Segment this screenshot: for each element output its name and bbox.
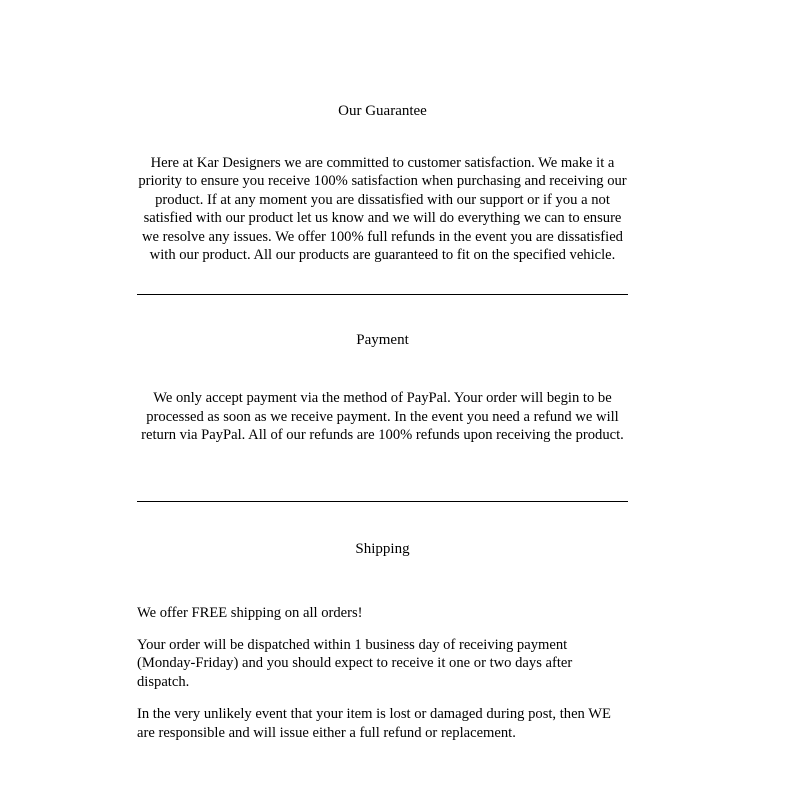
guarantee-title: Our Guarantee (338, 103, 427, 119)
shipping-paragraph-lost: In the very unlikely event that your item is lost or damaged during post, then WE are responsible and will issue either a full refund or replacement. (137, 706, 611, 741)
section-guarantee (137, 102, 628, 264)
shipping-title: Shipping (355, 540, 410, 557)
policy-document (137, 0, 628, 742)
section-divider (137, 294, 628, 295)
shipping-paragraph-dispatch: Your order will be dispatched within 1 business day of receiving payment (Monday-Friday) and you should expect to receive it one or two days after dispatch. (137, 637, 573, 690)
payment-title: Payment (356, 332, 409, 349)
section-divider (137, 501, 628, 502)
shipping-paragraph-free: We offer FREE shipping on all orders! (137, 604, 363, 621)
guarantee-paragraph: Here at Kar Designers we are committed to customer satisfaction. We make it a priority to ensure you receive 100% satisfaction when purchasing and receiving our product. If at any moment you are dissatisfied with our support or if you a not satisfied with our product let us know and we will do everything we can to ensure we resolve any issues. We offer 100% full refunds in the event you are dissatisfied with our product. All our products are guaranteed to fit on the specified vehicle. (138, 155, 627, 264)
section-shipping (137, 540, 628, 742)
payment-paragraph: We only accept payment via the method of PayPal. Your order will begin to be processed as soon as we receive payment. In the event you need a refund we will return via PayPal. All of our refunds are 100% refunds upon receiving the product. (141, 390, 624, 444)
section-payment (137, 331, 628, 444)
